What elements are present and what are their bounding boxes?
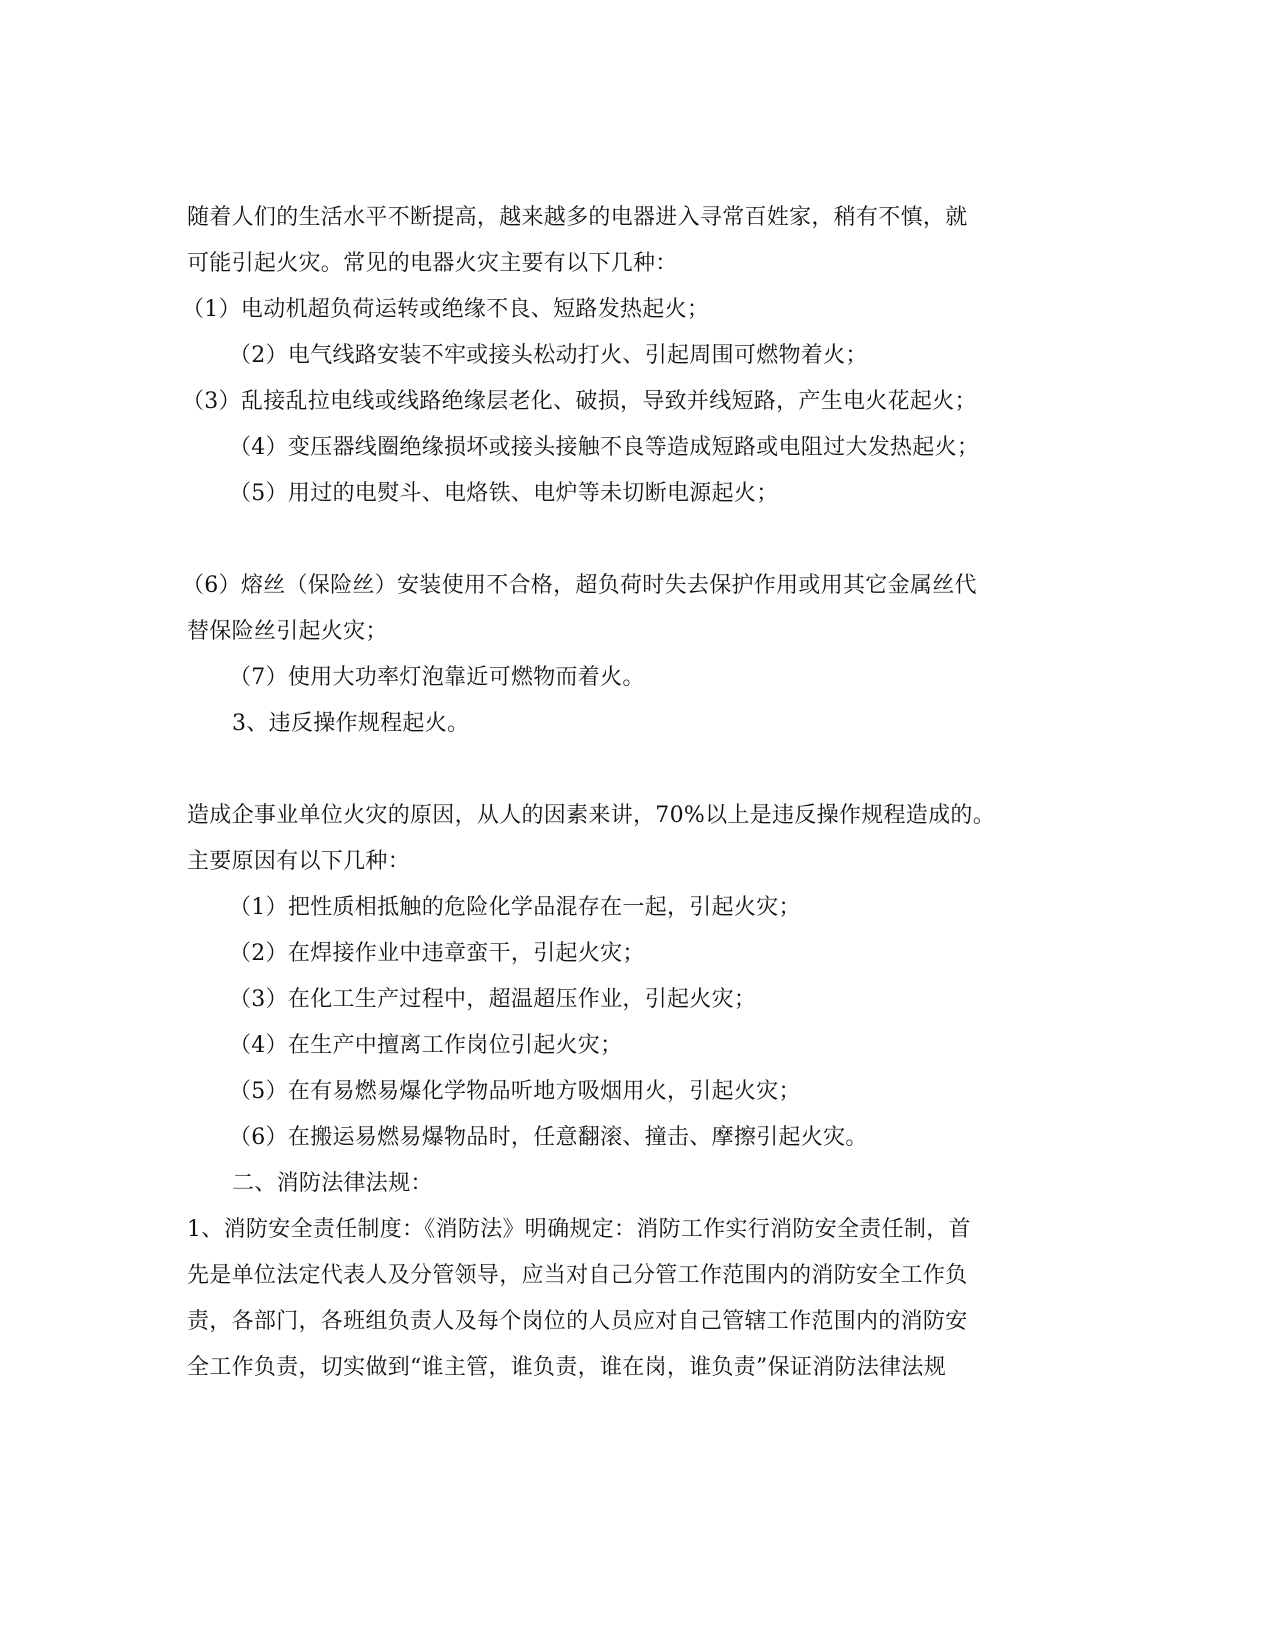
section-heading-fire-law: 二、消防法律法规： — [232, 1171, 433, 1196]
paragraph-electrical-fire-line-2: 可能引起火灾。常见的电器火灾主要有以下几种： — [187, 251, 678, 276]
list-item-electrical-5: （5）用过的电熨斗、电烙铁、电炉等未切断电源起火； — [229, 481, 779, 506]
paragraph-responsibility-line-4: 全工作负责，切实做到“谁主管，谁负责，谁在岗，谁负责”保证消防法律法规 — [187, 1355, 946, 1380]
list-item-electrical-7: （7）使用大功率灯泡靠近可燃物而着火。 — [229, 665, 645, 690]
list-item-electrical-4: （4）变压器线圈绝缘损坏或接头接触不良等造成短路或电阻过大发热起火； — [229, 435, 980, 460]
section-heading-operation-violation: 3、违反操作规程起火。 — [232, 711, 470, 736]
list-item-electrical-1: （1）电动机超负荷运转或绝缘不良、短路发热起火； — [182, 297, 710, 322]
paragraph-responsibility-line-3: 责，各部门，各班组负责人及每个岗位的人员应对自己管辖工作范围内的消防安 — [187, 1309, 968, 1334]
paragraph-responsibility-line-2: 先是单位法定代表人及分管领导，应当对自己分管工作范围内的消防安全工作负 — [187, 1263, 968, 1288]
paragraph-operation-causes-line-1: 造成企事业单位火灾的原因，从人的因素来讲，70%以上是违反操作规程造成的。 — [187, 803, 996, 828]
list-item-operation-2: （2）在焊接作业中违章蛮干，引起火灾； — [229, 941, 645, 966]
paragraph-responsibility-line-1: 1、消防安全责任制度：《消防法》明确规定：消防工作实行消防安全责任制，首 — [187, 1217, 971, 1242]
list-item-operation-4: （4）在生产中擅离工作岗位引起火灾； — [229, 1033, 623, 1058]
list-item-electrical-6-line-2: 替保险丝引起火灾； — [187, 619, 388, 644]
list-item-electrical-6-line-1: （6）熔丝（保险丝）安装使用不合格，超负荷时失去保护作用或用其它金属丝代 — [182, 573, 977, 598]
list-item-electrical-3: （3）乱接乱拉电线或线路绝缘层老化、破损，导致并线短路，产生电火花起火； — [182, 389, 977, 414]
list-item-operation-5: （5）在有易燃易爆化学物品听地方吸烟用火，引起火灾； — [229, 1079, 801, 1104]
paragraph-operation-causes-line-2: 主要原因有以下几种： — [187, 849, 411, 874]
list-item-electrical-2: （2）电气线路安装不牢或接头松动打火、引起周围可燃物着火； — [229, 343, 868, 368]
list-item-operation-3: （3）在化工生产过程中，超温超压作业，引起火灾； — [229, 987, 757, 1012]
list-item-operation-6: （6）在搬运易燃易爆物品时，任意翻滚、撞击、摩擦引起火灾。 — [229, 1125, 868, 1150]
list-item-operation-1: （1）把性质相抵触的危险化学品混存在一起，引起火灾； — [229, 895, 801, 920]
paragraph-electrical-fire-line-1: 随着人们的生活水平不断提高，越来越多的电器进入寻常百姓家，稍有不慎，就 — [187, 205, 968, 230]
